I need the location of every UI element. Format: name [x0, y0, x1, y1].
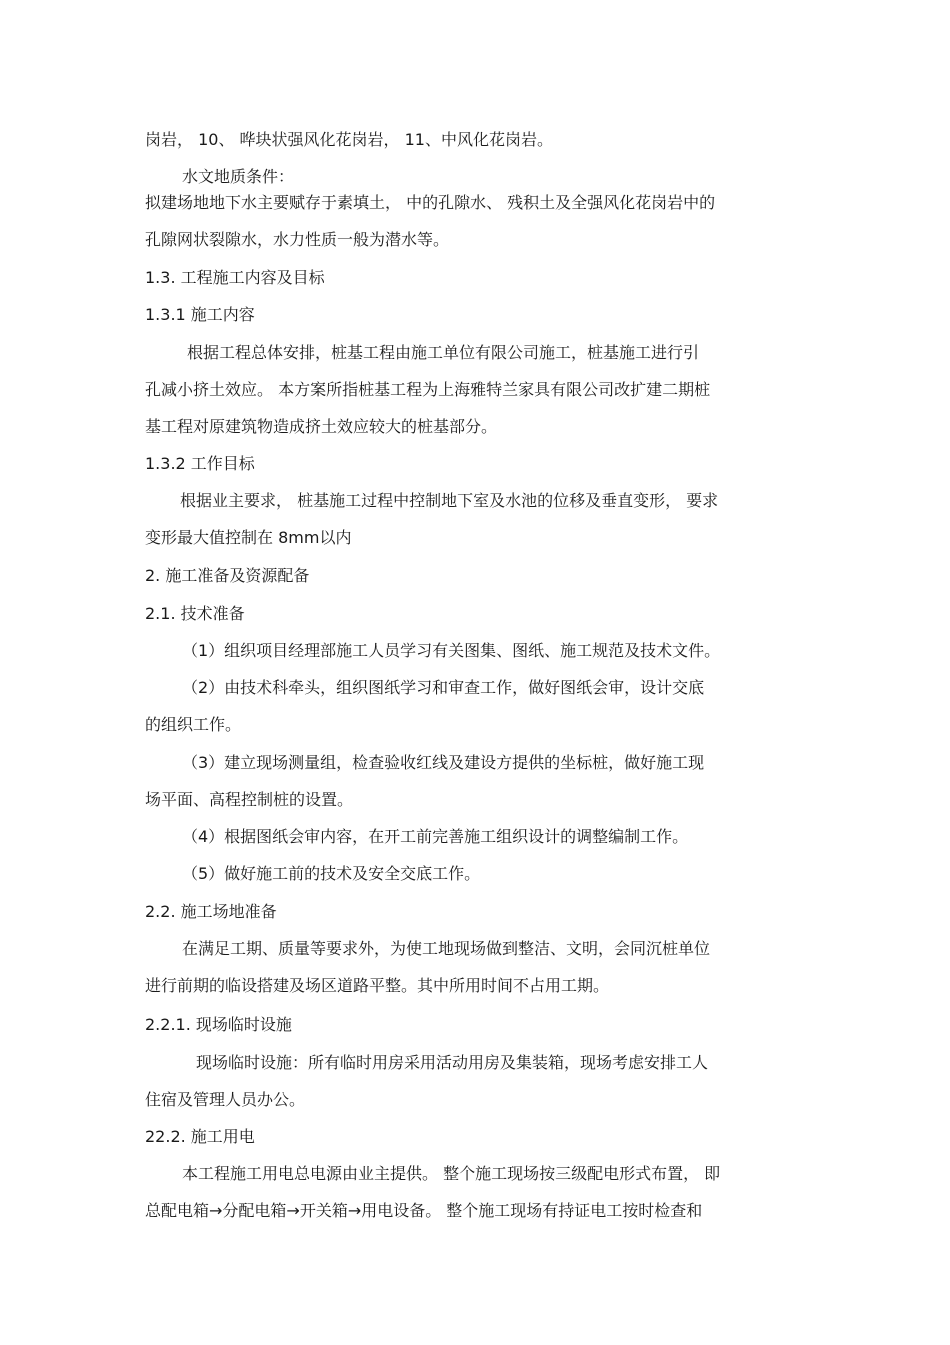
text-line: 在满足工期、质量等要求外，为使工地现场做到整洁、文明，会同沉桩单位 [182, 939, 711, 958]
section-heading: 1.3. 工程施工内容及目标 [145, 268, 325, 287]
section-heading: 2. 施工准备及资源配备 [145, 566, 310, 585]
text-line: 孔减小挤土效应。 本方案所指桩基工程为上海雅特兰家具有限公司改扩建二期桩 [145, 380, 711, 399]
text-line: 孔隙网状裂隙水，水力性质一般为潜水等。 [145, 230, 450, 249]
list-item: （4）根据图纸会审内容，在开工前完善施工组织设计的调整编制工作。 [182, 827, 689, 846]
section-heading: 22.2. 施工用电 [145, 1127, 255, 1146]
list-item: （2）由技术科牵头，组织图纸学习和审查工作，做好图纸会审，设计交底 [182, 678, 705, 697]
section-heading: 2.2.1. 现场临时设施 [145, 1015, 292, 1034]
text-line: 现场临时设施：所有临时用房采用活动用房及集装箱，现场考虑安排工人 [196, 1053, 709, 1072]
text-line: 岗岩， 10、 哗块状强风化花岗岩， 11、中风化花岗岩。 [145, 130, 553, 149]
text-line: 根据业主要求， 桩基施工过程中控制地下室及水池的位移及垂直变形， 要求 [180, 491, 719, 510]
section-heading: 1.3.1 施工内容 [145, 305, 255, 324]
text-line: 住宿及管理人员办公。 [145, 1090, 306, 1109]
section-heading: 1.3.2 工作目标 [145, 454, 255, 473]
text-line: 进行前期的临设搭建及场区道路平整。其中所用时间不占用工期。 [145, 976, 610, 995]
text-line: 拟建场地地下水主要赋存于素填土， 中的孔隙水、 残积土及全强风化花岗岩中的 [145, 193, 716, 212]
list-item: （1）组织项目经理部施工人员学习有关图集、图纸、施工规范及技术文件。 [182, 641, 721, 660]
section-heading: 2.2. 施工场地准备 [145, 902, 277, 921]
text-line: 总配电箱→分配电箱→开关箱→用电设备。 整个施工现场有持证电工按时检查和 [145, 1201, 703, 1220]
list-item: （5）做好施工前的技术及安全交底工作。 [182, 864, 481, 883]
list-item: （3）建立现场测量组，检查验收红线及建设方提供的坐标桩，做好施工现 [182, 753, 705, 772]
text-line: 的组织工作。 [145, 715, 242, 734]
text-line: 基工程对原建筑物造成挤土效应较大的桩基部分。 [145, 417, 498, 436]
text-line: 根据工程总体安排，桩基工程由施工单位有限公司施工，桩基施工进行引 [187, 343, 700, 362]
text-line: 场平面、高程控制桩的设置。 [145, 790, 354, 809]
text-line: 变形最大值控制在 8mm以内 [145, 528, 352, 547]
section-heading: 2.1. 技术准备 [145, 604, 245, 623]
text-line: 本工程施工用电总电源由业主提供。 整个施工现场按三级配电形式布置， 即 [182, 1164, 721, 1183]
section-heading: 水文地质条件： [182, 167, 295, 186]
